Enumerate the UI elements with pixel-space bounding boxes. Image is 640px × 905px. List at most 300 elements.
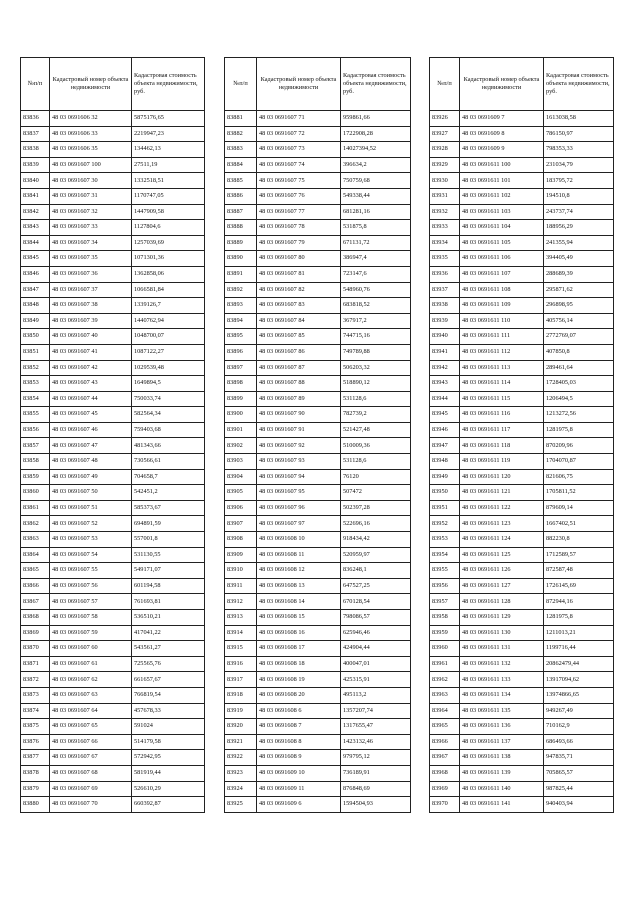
- cadastral-number: 48 03 0691608 13: [257, 578, 341, 594]
- cadastral-value: 1281975,8: [544, 610, 614, 626]
- row-number: 83891: [225, 266, 257, 282]
- cadastral-number: 48 03 0691608 15: [257, 610, 341, 626]
- cadastral-number: 48 03 0691611 119: [460, 454, 544, 470]
- cadastral-number: 48 03 0691611 101: [460, 173, 544, 189]
- cadastral-value: 730566,61: [132, 454, 205, 470]
- cadastral-value: 1127804,6: [132, 220, 205, 236]
- table-row: [430, 438, 614, 454]
- row-number: 83915: [225, 641, 257, 657]
- row-number: 83908: [225, 532, 257, 548]
- row-number: 83842: [21, 204, 50, 220]
- row-number: 83854: [21, 391, 50, 407]
- cadastral-number: 48 03 0691611 141: [460, 797, 544, 813]
- cadastral-value: 1649894,5: [132, 376, 205, 392]
- cadastral-number: 48 03 0691611 135: [460, 703, 544, 719]
- table-row: [225, 734, 411, 750]
- cadastral-number: 48 03 0691611 107: [460, 266, 544, 282]
- cadastral-number: 48 03 0691607 100: [50, 157, 132, 173]
- cadastral-number: 48 03 0691611 132: [460, 656, 544, 672]
- row-number: 83852: [21, 360, 50, 376]
- cadastral-number: 48 03 0691607 84: [257, 313, 341, 329]
- row-number: 83858: [21, 454, 50, 470]
- cadastral-number: 48 03 0691608 19: [257, 672, 341, 688]
- row-number: 83928: [430, 142, 460, 158]
- table-row: [21, 126, 205, 142]
- table-row: [430, 656, 614, 672]
- cadastral-number: 48 03 0691611 131: [460, 641, 544, 657]
- cadastral-number: 48 03 0691607 91: [257, 422, 341, 438]
- row-number: 83923: [225, 765, 257, 781]
- cadastral-number: 48 03 0691607 95: [257, 485, 341, 501]
- row-number: 83871: [21, 656, 50, 672]
- row-number: 83847: [21, 282, 50, 298]
- row-number: 83899: [225, 391, 257, 407]
- row-number: 83916: [225, 656, 257, 672]
- cadastral-value: 1362858,06: [132, 266, 205, 282]
- cadastral-value: 1066581,84: [132, 282, 205, 298]
- table-row: [225, 111, 411, 127]
- cadastral-value: 1712589,57: [544, 547, 614, 563]
- table-row: [21, 781, 205, 797]
- table-row: [430, 469, 614, 485]
- row-number: 83866: [21, 578, 50, 594]
- cadastral-number: 48 03 0691611 136: [460, 719, 544, 735]
- row-number: 83905: [225, 485, 257, 501]
- row-number: 83856: [21, 422, 50, 438]
- table-row: [21, 547, 205, 563]
- cadastral-value: 557001,8: [132, 532, 205, 548]
- cadastral-value: 1281975,8: [544, 422, 614, 438]
- cadastral-number: 48 03 0691607 33: [50, 220, 132, 236]
- cadastral-value: 683818,52: [341, 298, 411, 314]
- cadastral-number: 48 03 0691607 85: [257, 329, 341, 345]
- table-row: [21, 797, 205, 813]
- cadastral-value: 744715,16: [341, 329, 411, 345]
- table-row: [430, 454, 614, 470]
- row-number: 83904: [225, 469, 257, 485]
- cadastral-number: 48 03 0691607 37: [50, 282, 132, 298]
- row-number: 83950: [430, 485, 460, 501]
- cadastral-value: 759403,68: [132, 422, 205, 438]
- cadastral-value: 549338,44: [341, 188, 411, 204]
- table-row: [430, 797, 614, 813]
- table-header-row: [225, 58, 411, 111]
- cadastral-value: 725565,76: [132, 656, 205, 672]
- cadastral-value: 1440762,94: [132, 313, 205, 329]
- table-row: [21, 610, 205, 626]
- row-number: 83893: [225, 298, 257, 314]
- row-number: 83859: [21, 469, 50, 485]
- row-number: 83927: [430, 126, 460, 142]
- table-row: [430, 298, 614, 314]
- cadastral-number: 48 03 0691607 73: [257, 142, 341, 158]
- row-number: 83897: [225, 360, 257, 376]
- cadastral-number: 48 03 0691607 78: [257, 220, 341, 236]
- table-row: [430, 563, 614, 579]
- table-row: [430, 610, 614, 626]
- cadastral-value: 1029539,48: [132, 360, 205, 376]
- cadastral-number: 48 03 0691607 52: [50, 516, 132, 532]
- cadastral-number: 48 03 0691607 31: [50, 188, 132, 204]
- cadastral-number: 48 03 0691608 10: [257, 532, 341, 548]
- cadastral-number: 48 03 0691607 42: [50, 360, 132, 376]
- cadastral-value: 704658,7: [132, 469, 205, 485]
- cadastral-value: 5875176,65: [132, 111, 205, 127]
- table-row: [21, 204, 205, 220]
- cadastral-value: 1071301,36: [132, 251, 205, 267]
- cadastral-number: 48 03 0691611 117: [460, 422, 544, 438]
- row-number: 83864: [21, 547, 50, 563]
- table-row: [21, 422, 205, 438]
- cadastral-number: 48 03 0691607 76: [257, 188, 341, 204]
- cadastral-value: 1339126,7: [132, 298, 205, 314]
- cadastral-value: 1704070,87: [544, 454, 614, 470]
- row-number: 83962: [430, 672, 460, 688]
- cadastral-number: 48 03 0691607 87: [257, 360, 341, 376]
- cadastral-number: 48 03 0691607 36: [50, 266, 132, 282]
- table-row: [225, 329, 411, 345]
- row-number: 83853: [21, 376, 50, 392]
- row-number: 83957: [430, 594, 460, 610]
- cadastral-value: 686493,66: [544, 734, 614, 750]
- row-number: 83939: [430, 313, 460, 329]
- cadastral-number: 48 03 0691608 7: [257, 719, 341, 735]
- row-number: 83907: [225, 516, 257, 532]
- header-value: Кадастровая стоимость объекта недвижимости, руб.: [341, 58, 411, 111]
- cadastral-value: 681281,16: [341, 204, 411, 220]
- cadastral-table-3: [429, 57, 614, 813]
- cadastral-number: 48 03 0691607 34: [50, 235, 132, 251]
- cadastral-value: 882230,8: [544, 532, 614, 548]
- table-row: [225, 594, 411, 610]
- cadastral-value: 749789,88: [341, 344, 411, 360]
- cadastral-value: 1170747,05: [132, 188, 205, 204]
- cadastral-value: 386947,4: [341, 251, 411, 267]
- row-number: 83843: [21, 220, 50, 236]
- cadastral-value: 1317655,47: [341, 719, 411, 735]
- cadastral-value: 400047,01: [341, 656, 411, 672]
- cadastral-value: 761693,81: [132, 594, 205, 610]
- table-row: [21, 391, 205, 407]
- cadastral-table-1: [20, 57, 205, 813]
- row-number: 83938: [430, 298, 460, 314]
- cadastral-value: 979795,12: [341, 750, 411, 766]
- row-number: 83929: [430, 157, 460, 173]
- table-row: [225, 313, 411, 329]
- cadastral-value: 134462,13: [132, 142, 205, 158]
- cadastral-number: 48 03 0691608 14: [257, 594, 341, 610]
- table-row: [225, 298, 411, 314]
- table-row: [430, 235, 614, 251]
- cadastral-value: 13917094,62: [544, 672, 614, 688]
- table-row: [430, 594, 614, 610]
- cadastral-number: 48 03 0691611 102: [460, 188, 544, 204]
- cadastral-value: 959861,66: [341, 111, 411, 127]
- header-cadastral: Кадастровый номер объекта недвижимости: [460, 58, 544, 111]
- row-number: 83945: [430, 407, 460, 423]
- row-number: 83903: [225, 454, 257, 470]
- cadastral-value: 750759,68: [341, 173, 411, 189]
- row-number: 83870: [21, 641, 50, 657]
- cadastral-value: 766819,54: [132, 687, 205, 703]
- cadastral-value: 1357207,74: [341, 703, 411, 719]
- row-number: 83965: [430, 719, 460, 735]
- row-number: 83872: [21, 672, 50, 688]
- cadastral-value: 548960,76: [341, 282, 411, 298]
- cadastral-number: 48 03 0691611 140: [460, 781, 544, 797]
- cadastral-value: 506203,32: [341, 360, 411, 376]
- header-cadastral: Кадастровый номер объекта недвижимости: [50, 58, 132, 111]
- row-number: 83883: [225, 142, 257, 158]
- header-num: №п/п: [225, 58, 257, 111]
- cadastral-number: 48 03 0691609 9: [460, 142, 544, 158]
- row-number: 83958: [430, 610, 460, 626]
- cadastral-value: 231034,79: [544, 157, 614, 173]
- table-row: [430, 734, 614, 750]
- table-row: [430, 220, 614, 236]
- table-row: [225, 578, 411, 594]
- cadastral-number: 48 03 0691607 46: [50, 422, 132, 438]
- cadastral-value: 522696,16: [341, 516, 411, 532]
- table-row: [430, 282, 614, 298]
- cadastral-value: 520959,97: [341, 547, 411, 563]
- table-row: [225, 157, 411, 173]
- row-number: 83941: [430, 344, 460, 360]
- cadastral-value: 879609,14: [544, 500, 614, 516]
- cadastral-number: 48 03 0691607 97: [257, 516, 341, 532]
- row-number: 83886: [225, 188, 257, 204]
- cadastral-number: 48 03 0691608 11: [257, 547, 341, 563]
- row-number: 83895: [225, 329, 257, 345]
- cadastral-number: 48 03 0691611 110: [460, 313, 544, 329]
- row-number: 83959: [430, 625, 460, 641]
- cadastral-number: 48 03 0691607 72: [257, 126, 341, 142]
- cadastral-number: 48 03 0691607 53: [50, 532, 132, 548]
- table-row: [225, 625, 411, 641]
- cadastral-number: 48 03 0691606 32: [50, 111, 132, 127]
- table-row: [21, 469, 205, 485]
- row-number: 83880: [21, 797, 50, 813]
- row-number: 83850: [21, 329, 50, 345]
- cadastral-number: 48 03 0691607 79: [257, 235, 341, 251]
- table-row: [225, 750, 411, 766]
- cadastral-number: 48 03 0691607 80: [257, 251, 341, 267]
- row-number: 83936: [430, 266, 460, 282]
- cadastral-value: 507472: [341, 485, 411, 501]
- cadastral-number: 48 03 0691611 112: [460, 344, 544, 360]
- table-row: [430, 173, 614, 189]
- cadastral-value: 289461,64: [544, 360, 614, 376]
- table-row: [430, 344, 614, 360]
- cadastral-value: 1613038,58: [544, 111, 614, 127]
- cadastral-number: 48 03 0691607 39: [50, 313, 132, 329]
- cadastral-number: 48 03 0691607 49: [50, 469, 132, 485]
- row-number: 83855: [21, 407, 50, 423]
- cadastral-value: 1213272,56: [544, 407, 614, 423]
- table-header-row: [430, 58, 614, 111]
- cadastral-value: 670128,54: [341, 594, 411, 610]
- cadastral-number: 48 03 0691607 63: [50, 687, 132, 703]
- cadastral-value: 1423132,46: [341, 734, 411, 750]
- cadastral-number: 48 03 0691611 100: [460, 157, 544, 173]
- table-row: [225, 532, 411, 548]
- cadastral-number: 48 03 0691607 60: [50, 641, 132, 657]
- row-number: 83840: [21, 173, 50, 189]
- cadastral-number: 48 03 0691607 41: [50, 344, 132, 360]
- table-row: [21, 750, 205, 766]
- table-row: [430, 422, 614, 438]
- cadastral-value: 1447909,58: [132, 204, 205, 220]
- cadastral-number: 48 03 0691611 115: [460, 391, 544, 407]
- cadastral-number: 48 03 0691607 75: [257, 173, 341, 189]
- cadastral-number: 48 03 0691607 69: [50, 781, 132, 797]
- row-number: 83896: [225, 344, 257, 360]
- row-number: 83887: [225, 204, 257, 220]
- table-row: [225, 376, 411, 392]
- table-row: [225, 703, 411, 719]
- row-number: 83917: [225, 672, 257, 688]
- cadastral-number: 48 03 0691607 64: [50, 703, 132, 719]
- cadastral-number: 48 03 0691608 16: [257, 625, 341, 641]
- cadastral-value: 531130,55: [132, 547, 205, 563]
- table-row: [225, 204, 411, 220]
- cadastral-number: 48 03 0691611 128: [460, 594, 544, 610]
- row-number: 83943: [430, 376, 460, 392]
- table-row: [430, 500, 614, 516]
- cadastral-value: 27511,19: [132, 157, 205, 173]
- row-number: 83940: [430, 329, 460, 345]
- table-row: [21, 313, 205, 329]
- row-number: 83967: [430, 750, 460, 766]
- cadastral-number: 48 03 0691607 83: [257, 298, 341, 314]
- table-row: [430, 687, 614, 703]
- row-number: 83942: [430, 360, 460, 376]
- cadastral-value: 188956,29: [544, 220, 614, 236]
- row-number: 83933: [430, 220, 460, 236]
- cadastral-value: 1211013,21: [544, 625, 614, 641]
- cadastral-value: 1728405,03: [544, 376, 614, 392]
- cadastral-number: 48 03 0691607 90: [257, 407, 341, 423]
- cadastral-number: 48 03 0691607 35: [50, 251, 132, 267]
- cadastral-number: 48 03 0691611 120: [460, 469, 544, 485]
- cadastral-value: 647527,25: [341, 578, 411, 594]
- cadastral-number: 48 03 0691607 47: [50, 438, 132, 454]
- row-number: 83918: [225, 687, 257, 703]
- cadastral-number: 48 03 0691607 48: [50, 454, 132, 470]
- cadastral-value: 543561,27: [132, 641, 205, 657]
- cadastral-value: 2219947,23: [132, 126, 205, 142]
- row-number: 83921: [225, 734, 257, 750]
- table-row: [21, 672, 205, 688]
- cadastral-value: 870209,96: [544, 438, 614, 454]
- cadastral-value: 1206494,5: [544, 391, 614, 407]
- cadastral-number: 48 03 0691607 77: [257, 204, 341, 220]
- cadastral-value: 183795,72: [544, 173, 614, 189]
- cadastral-number: 48 03 0691607 74: [257, 157, 341, 173]
- row-number: 83901: [225, 422, 257, 438]
- header-num: №п/п: [430, 58, 460, 111]
- row-number: 83910: [225, 563, 257, 579]
- row-number: 83873: [21, 687, 50, 703]
- table-row: [430, 391, 614, 407]
- cadastral-value: 836248,1: [341, 563, 411, 579]
- row-number: 83932: [430, 204, 460, 220]
- cadastral-value: 1257039,69: [132, 235, 205, 251]
- row-number: 83845: [21, 251, 50, 267]
- table-row: [225, 687, 411, 703]
- row-number: 83867: [21, 594, 50, 610]
- cadastral-value: 1199716,44: [544, 641, 614, 657]
- row-number: 83960: [430, 641, 460, 657]
- row-number: 83906: [225, 500, 257, 516]
- row-number: 83857: [21, 438, 50, 454]
- cadastral-number: 48 03 0691607 43: [50, 376, 132, 392]
- cadastral-value: 987825,44: [544, 781, 614, 797]
- row-number: 83947: [430, 438, 460, 454]
- cadastral-value: 502397,28: [341, 500, 411, 516]
- table-row: [225, 407, 411, 423]
- cadastral-value: 194510,8: [544, 188, 614, 204]
- cadastral-value: 1087122,27: [132, 344, 205, 360]
- cadastral-value: 723147,6: [341, 266, 411, 282]
- row-number: 83874: [21, 703, 50, 719]
- cadastral-number: 48 03 0691607 55: [50, 563, 132, 579]
- row-number: 83955: [430, 563, 460, 579]
- cadastral-number: 48 03 0691607 62: [50, 672, 132, 688]
- table-row: [21, 157, 205, 173]
- cadastral-value: 798086,57: [341, 610, 411, 626]
- table-row: [430, 641, 614, 657]
- row-number: 83876: [21, 734, 50, 750]
- row-number: 83878: [21, 765, 50, 781]
- table-row: [430, 407, 614, 423]
- table-row: [225, 266, 411, 282]
- table-row: [430, 251, 614, 267]
- cadastral-value: 798353,33: [544, 142, 614, 158]
- table-row: [21, 734, 205, 750]
- table-row: [430, 532, 614, 548]
- row-number: 83911: [225, 578, 257, 594]
- cadastral-number: 48 03 0691607 65: [50, 719, 132, 735]
- cadastral-value: 243737,74: [544, 204, 614, 220]
- cadastral-value: 782739,2: [341, 407, 411, 423]
- table-row: [225, 344, 411, 360]
- cadastral-value: 13974866,65: [544, 687, 614, 703]
- cadastral-table-2: [224, 57, 411, 813]
- row-number: 83920: [225, 719, 257, 735]
- cadastral-number: 48 03 0691611 127: [460, 578, 544, 594]
- cadastral-number: 48 03 0691607 54: [50, 547, 132, 563]
- row-number: 83948: [430, 454, 460, 470]
- cadastral-number: 48 03 0691607 32: [50, 204, 132, 220]
- cadastral-number: 48 03 0691607 82: [257, 282, 341, 298]
- table-row: [21, 719, 205, 735]
- row-number: 83952: [430, 516, 460, 532]
- row-number: 83877: [21, 750, 50, 766]
- cadastral-value: 1726145,69: [544, 578, 614, 594]
- row-number: 83846: [21, 266, 50, 282]
- cadastral-number: 48 03 0691609 8: [460, 126, 544, 142]
- cadastral-value: 1594504,93: [341, 797, 411, 813]
- row-number: 83935: [430, 251, 460, 267]
- table-row: [21, 687, 205, 703]
- table-row: [225, 126, 411, 142]
- table-row: [430, 625, 614, 641]
- table-row: [225, 438, 411, 454]
- cadastral-number: 48 03 0691609 11: [257, 781, 341, 797]
- cadastral-value: 295871,62: [544, 282, 614, 298]
- cadastral-value: 510009,36: [341, 438, 411, 454]
